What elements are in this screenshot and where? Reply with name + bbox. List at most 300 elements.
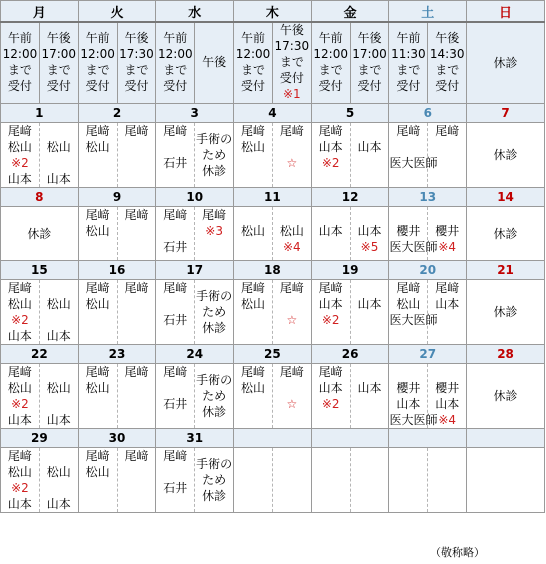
closed-cell: 休診 xyxy=(467,123,545,188)
hours-am xyxy=(311,22,350,104)
schedule-text: 尾﨑 xyxy=(85,208,110,222)
schedule-text: 尾﨑 xyxy=(240,124,265,138)
doctor-cell-pm xyxy=(195,448,234,513)
doctor-cell-am xyxy=(156,123,195,188)
schedule-text: 受付 xyxy=(357,79,382,93)
schedule-text: 松山 xyxy=(85,297,110,311)
schedule-text xyxy=(351,123,389,139)
schedule-text: ※2 xyxy=(11,313,29,327)
schedule-text: 山本 xyxy=(318,140,343,154)
weekday-header-5: 金 xyxy=(311,1,389,23)
doctor-cell-am xyxy=(311,207,350,261)
schedule-text: 午前 xyxy=(7,31,32,45)
schedule-text: 松山 xyxy=(240,297,265,311)
schedule-text: 尾﨑 xyxy=(163,208,188,222)
schedule-text xyxy=(428,364,466,380)
doctor-cell-am xyxy=(234,123,273,188)
schedule-text xyxy=(156,139,194,155)
date-cell: 21 xyxy=(467,261,545,280)
schedule-text: ため xyxy=(202,473,227,487)
schedule-text: 松山 xyxy=(240,140,265,154)
doctor-row xyxy=(1,364,545,429)
date-cell: 4 xyxy=(234,104,312,123)
schedule-text: 休診 xyxy=(202,405,227,419)
schedule-text: 尾﨑 xyxy=(124,124,149,138)
schedule-text: 尾﨑 xyxy=(279,124,304,138)
schedule-text: 午前 xyxy=(318,31,343,45)
schedule-text: 松山 xyxy=(85,381,110,395)
schedule-text: 山本 xyxy=(46,172,71,186)
doctor-cell-am xyxy=(78,280,117,345)
schedule-text: まで xyxy=(357,63,382,77)
date-cell: 17 xyxy=(156,261,234,280)
schedule-text: ため xyxy=(202,389,227,403)
date-cell: 25 xyxy=(234,345,312,364)
schedule-text: 12:00 xyxy=(158,47,193,61)
schedule-text: 山本 xyxy=(7,172,32,186)
schedule-text: 14:30 xyxy=(429,47,465,61)
hours-am xyxy=(234,22,273,104)
doctor-cell-am xyxy=(1,280,40,345)
schedule-text xyxy=(351,364,389,380)
date-cell: 10 xyxy=(156,188,234,207)
schedule-text: 17:30 xyxy=(119,47,154,61)
hours-am xyxy=(78,22,117,104)
schedule-text: 午前 xyxy=(85,31,110,45)
schedule-text: 尾﨑 xyxy=(240,281,265,295)
schedule-text: 尾﨑 xyxy=(7,449,32,463)
schedule-text: 石井 xyxy=(163,156,188,170)
schedule-text: 午後 xyxy=(202,55,227,69)
schedule-text: ※2 xyxy=(11,156,29,170)
date-cell xyxy=(311,429,389,448)
date-row xyxy=(1,188,545,207)
schedule-text: ※4 xyxy=(438,240,457,254)
schedule-text: 休診 xyxy=(202,321,227,335)
doctor-cell-pm xyxy=(39,448,78,513)
schedule-text: 12:00 xyxy=(235,47,271,61)
doctor-cell-am xyxy=(311,448,350,513)
doctor-cell-am xyxy=(234,280,273,345)
schedule-text: 松山 xyxy=(46,381,71,395)
schedule-text: ため xyxy=(202,305,227,319)
schedule-text: 17:00 xyxy=(41,47,77,61)
doctor-cell-pm xyxy=(117,207,156,261)
schedule-text: 山本 xyxy=(7,413,32,427)
schedule-text: 石井 xyxy=(163,313,188,327)
schedule-text: 松山 xyxy=(7,381,32,395)
schedule-text: 手術の xyxy=(196,132,233,146)
schedule-text: ☆ xyxy=(286,156,298,170)
schedule-text: 松山 xyxy=(46,297,71,311)
schedule-body xyxy=(1,22,545,513)
hours-pm xyxy=(39,22,78,104)
doctor-cell-am xyxy=(156,364,195,429)
schedule-text: まで xyxy=(46,63,71,77)
doctor-cell-pm xyxy=(272,123,311,188)
weekday-header-row xyxy=(1,1,545,23)
schedule-text: 尾﨑 xyxy=(396,124,421,138)
doctor-cell-pm xyxy=(195,207,234,261)
schedule-text: 尾﨑 xyxy=(124,449,149,463)
schedule-text: ※5 xyxy=(360,240,379,254)
schedule-text: 山本 xyxy=(357,381,382,395)
schedule-text: 午後 xyxy=(124,31,149,45)
schedule-text: 尾﨑 xyxy=(163,449,188,463)
weekday-header-1: 月 xyxy=(1,1,79,23)
schedule-text: ※2 xyxy=(321,313,340,327)
hours-am xyxy=(389,22,428,104)
schedule-text: 山本 xyxy=(357,224,382,238)
schedule-text: 尾﨑 xyxy=(163,124,188,138)
schedule-text xyxy=(273,296,311,312)
schedule-text: 山本 xyxy=(46,497,71,511)
date-cell xyxy=(389,429,467,448)
schedule-text: 松山 xyxy=(46,140,71,154)
schedule-text: 午前 xyxy=(163,31,188,45)
schedule-text: 午前 xyxy=(240,31,265,45)
schedule-text: 12:00 xyxy=(2,47,38,61)
schedule-text: 山本 xyxy=(435,397,460,411)
date-cell: 14 xyxy=(467,188,545,207)
doctor-cell-pm xyxy=(272,448,311,513)
closed-cell xyxy=(467,448,545,513)
schedule-text: ☆ xyxy=(286,397,298,411)
schedule-text: ため xyxy=(202,148,227,162)
hours-pm xyxy=(350,22,389,104)
schedule-text: まで xyxy=(240,63,265,77)
schedule-text: 松山 xyxy=(396,297,421,311)
schedule-text: 午後 xyxy=(357,31,382,45)
schedule-text: 受付 xyxy=(85,79,110,93)
date-cell: 13 xyxy=(389,188,467,207)
doctor-cell-am xyxy=(78,123,117,188)
schedule-text: ※2 xyxy=(321,397,340,411)
schedule-text: 尾﨑 xyxy=(396,281,421,295)
schedule-text: まで xyxy=(163,63,188,77)
doctor-cell-pm xyxy=(350,448,389,513)
doctor-cell-pm xyxy=(428,280,467,345)
hours-am xyxy=(156,22,195,104)
doctor-row xyxy=(1,207,545,261)
date-cell: 20 xyxy=(389,261,467,280)
schedule-text: ※2 xyxy=(11,397,29,411)
date-cell: 19 xyxy=(311,261,389,280)
schedule-text: 尾﨑 xyxy=(240,365,265,379)
doctor-cell-am xyxy=(311,280,350,345)
doctor-cell-pm xyxy=(428,448,467,513)
schedule-text: 山本 xyxy=(7,497,32,511)
date-row xyxy=(1,345,545,364)
schedule-text: 松山 xyxy=(7,465,32,479)
schedule-text: まで xyxy=(7,63,32,77)
schedule-text xyxy=(273,207,311,223)
schedule-text: 17:00 xyxy=(352,47,387,61)
schedule-text: 櫻井 xyxy=(435,381,460,395)
schedule-text: 松山 xyxy=(7,297,32,311)
schedule-text: 松山 xyxy=(240,224,265,238)
schedule-text xyxy=(389,207,427,223)
doctor-cell-am xyxy=(389,123,438,188)
schedule-text: 櫻井 xyxy=(396,381,421,395)
date-cell: 28 xyxy=(467,345,545,364)
schedule-text xyxy=(351,207,389,223)
schedule-text: 尾﨑 xyxy=(435,124,460,138)
date-row xyxy=(1,261,545,280)
schedule-text: 尾﨑 xyxy=(85,449,110,463)
schedule-text: 尾﨑 xyxy=(85,281,110,295)
schedule-text: 医大医師 xyxy=(389,313,438,327)
doctor-cell-pm xyxy=(39,364,78,429)
schedule-text: 17:30 xyxy=(274,39,310,53)
schedule-text: ※3 xyxy=(205,224,223,238)
reception-hours-row xyxy=(1,22,545,104)
date-cell: 24 xyxy=(156,345,234,364)
schedule-text xyxy=(40,448,78,464)
schedule-text: まで xyxy=(435,63,460,77)
doctor-cell-pm xyxy=(350,364,389,429)
date-cell: 6 xyxy=(389,104,467,123)
schedule-text: 櫻井 xyxy=(396,224,421,238)
schedule-text: ※4 xyxy=(282,240,301,254)
schedule-text: まで xyxy=(85,63,110,77)
doctor-cell-pm xyxy=(117,280,156,345)
hours-pm xyxy=(428,22,467,104)
schedule-text: 松山 xyxy=(85,465,110,479)
schedule-text: 山本 xyxy=(357,297,382,311)
doctor-cell-am xyxy=(389,364,438,429)
date-cell: 5 xyxy=(311,104,389,123)
schedule-text: 尾﨑 xyxy=(279,281,304,295)
date-cell: 1 xyxy=(1,104,79,123)
schedule-text xyxy=(389,364,427,380)
doctor-cell-pm xyxy=(195,123,234,188)
schedule-text: 山本 xyxy=(46,329,71,343)
doctor-cell-pm xyxy=(428,123,467,188)
doctor-cell-pm xyxy=(39,123,78,188)
schedule-text xyxy=(156,223,194,239)
schedule-text: 尾﨑 xyxy=(7,281,32,295)
doctor-cell-pm xyxy=(117,364,156,429)
doctor-cell-am xyxy=(1,123,40,188)
weekday-header-6: 土 xyxy=(389,1,467,23)
schedule-text: 受付 xyxy=(435,79,460,93)
schedule-text: 休診 xyxy=(202,164,227,178)
schedule-text: 尾﨑 xyxy=(7,124,32,138)
schedule-text xyxy=(312,207,350,223)
schedule-text: 受付 xyxy=(240,79,265,93)
schedule-text: 手術の xyxy=(196,457,233,471)
date-cell: 11 xyxy=(234,188,312,207)
doctor-row xyxy=(1,123,545,188)
doctor-cell-pm xyxy=(350,280,389,345)
schedule-text: 松山 xyxy=(240,381,265,395)
schedule-text: 石井 xyxy=(163,397,188,411)
closed-cell: 休診 xyxy=(467,280,545,345)
schedule-text: 受付 xyxy=(279,71,304,85)
schedule-text: 午後 xyxy=(279,23,304,37)
date-cell xyxy=(234,429,312,448)
hours-pm xyxy=(195,22,234,104)
doctor-cell-am xyxy=(234,364,273,429)
schedule-text xyxy=(156,380,194,396)
doctor-cell-pm xyxy=(117,448,156,513)
schedule-text: 櫻井 xyxy=(435,224,460,238)
schedule-text: 尾﨑 xyxy=(163,365,188,379)
date-cell xyxy=(467,429,545,448)
schedule-text: 休診 xyxy=(202,489,227,503)
weekday-header-4: 木 xyxy=(234,1,312,23)
schedule-text: まで xyxy=(396,63,421,77)
hours-closed: 休診 xyxy=(467,22,545,104)
schedule-text: 尾﨑 xyxy=(85,124,110,138)
schedule-text: 12:00 xyxy=(80,47,115,61)
schedule-text: 尾﨑 xyxy=(318,124,343,138)
schedule-text: 受付 xyxy=(7,79,32,93)
date-cell: 26 xyxy=(311,345,389,364)
date-row xyxy=(1,104,545,123)
schedule-text: 松山 xyxy=(85,224,110,238)
date-cell: 8 xyxy=(1,188,79,207)
date-cell: 16 xyxy=(78,261,156,280)
schedule-text xyxy=(40,480,78,496)
schedule-text: 午後 xyxy=(435,31,460,45)
schedule-text: 尾﨑 xyxy=(163,281,188,295)
schedule-text: 11:30 xyxy=(391,47,426,61)
schedule-text xyxy=(40,155,78,171)
schedule-text: 山本 xyxy=(318,381,343,395)
doctor-cell-am xyxy=(234,207,273,261)
schedule-text: 尾﨑 xyxy=(318,365,343,379)
schedule-text: 受付 xyxy=(124,79,149,93)
schedule-text: 山本 xyxy=(318,224,343,238)
schedule-text xyxy=(389,139,427,155)
schedule-text: 医大医師 xyxy=(389,240,438,254)
schedule-text xyxy=(234,207,272,223)
date-cell: 2 xyxy=(78,104,156,123)
doctor-cell-pm xyxy=(272,280,311,345)
schedule-text xyxy=(428,207,466,223)
doctor-cell-pm xyxy=(272,207,311,261)
schedule-text: 午後 xyxy=(46,31,71,45)
date-cell: 12 xyxy=(311,188,389,207)
schedule-text: 手術の xyxy=(196,373,233,387)
schedule-text: 受付 xyxy=(396,79,421,93)
schedule-text: 受付 xyxy=(163,79,188,93)
doctor-cell-pm xyxy=(195,280,234,345)
schedule-text: 尾﨑 xyxy=(435,281,460,295)
schedule-text: 尾﨑 xyxy=(124,281,149,295)
schedule-text: まで xyxy=(318,63,343,77)
doctor-cell-am xyxy=(156,280,195,345)
doctor-cell-am xyxy=(311,123,350,188)
schedule-text: 山本 xyxy=(318,297,343,311)
weekday-header-3: 水 xyxy=(156,1,234,23)
doctor-row xyxy=(1,280,545,345)
schedule-text: 尾﨑 xyxy=(85,365,110,379)
schedule-text xyxy=(156,464,194,480)
doctor-row xyxy=(1,448,545,513)
schedule-text: 山本 xyxy=(396,397,421,411)
doctor-cell-pm xyxy=(272,364,311,429)
doctor-cell-am xyxy=(389,280,438,345)
honorifics-note: （敬称略） xyxy=(430,546,485,559)
schedule-text xyxy=(351,280,389,296)
schedule-text: 医大医師 xyxy=(389,413,438,427)
date-cell: 30 xyxy=(78,429,156,448)
doctor-cell-am xyxy=(78,448,117,513)
schedule-text xyxy=(40,280,78,296)
schedule-text xyxy=(273,380,311,396)
hours-pm xyxy=(117,22,156,104)
doctor-cell-pm xyxy=(350,123,389,188)
doctor-cell-pm xyxy=(117,123,156,188)
date-row xyxy=(1,429,545,448)
schedule-text: 尾﨑 xyxy=(7,365,32,379)
weekday-header-7: 日 xyxy=(467,1,545,23)
date-cell: 22 xyxy=(1,345,79,364)
schedule-text: 山本 xyxy=(46,413,71,427)
closed-cell: 休診 xyxy=(467,364,545,429)
doctor-cell-am xyxy=(78,207,117,261)
schedule-text: 受付 xyxy=(318,79,343,93)
schedule-text xyxy=(156,296,194,312)
doctor-cell-am xyxy=(311,364,350,429)
date-cell: 9 xyxy=(78,188,156,207)
schedule-text: ※4 xyxy=(438,413,457,427)
schedule-text: 石井 xyxy=(163,240,188,254)
date-cell: 27 xyxy=(389,345,467,364)
schedule-text: 尾﨑 xyxy=(279,365,304,379)
date-cell: 31 xyxy=(156,429,234,448)
schedule-text: 山本 xyxy=(435,297,460,311)
hours-pm xyxy=(272,22,311,104)
schedule-text: 尾﨑 xyxy=(318,281,343,295)
doctor-cell-am xyxy=(234,448,273,513)
schedule-text: 松山 xyxy=(7,140,32,154)
date-cell: 18 xyxy=(234,261,312,280)
schedule-text: 医大医師 xyxy=(389,156,438,170)
schedule-text xyxy=(40,312,78,328)
hours-am xyxy=(1,22,40,104)
doctor-cell-am xyxy=(78,364,117,429)
schedule-text: まで xyxy=(279,55,304,69)
schedule-text: 尾﨑 xyxy=(202,208,227,222)
doctor-cell-am xyxy=(1,448,40,513)
schedule-text: 山本 xyxy=(357,140,382,154)
schedule-text: まで xyxy=(124,63,149,77)
closed-cell: 休診 xyxy=(1,207,79,261)
schedule-text: ※2 xyxy=(11,481,29,495)
doctor-cell-pm xyxy=(350,207,389,261)
doctor-cell-am xyxy=(156,448,195,513)
schedule-text: 石井 xyxy=(163,481,188,495)
schedule-text: 松山 xyxy=(279,224,304,238)
schedule-text: 午前 xyxy=(396,31,421,45)
schedule-text: 山本 xyxy=(7,329,32,343)
closed-cell: 休診 xyxy=(467,207,545,261)
schedule-text xyxy=(40,364,78,380)
schedule-text: 受付 xyxy=(46,79,71,93)
schedule-text xyxy=(40,396,78,412)
schedule-text: 尾﨑 xyxy=(124,365,149,379)
date-cell: 23 xyxy=(78,345,156,364)
date-cell: 3 xyxy=(156,104,234,123)
schedule-text: 尾﨑 xyxy=(124,208,149,222)
date-cell: 7 xyxy=(467,104,545,123)
doctor-cell-am xyxy=(389,448,428,513)
date-cell: 29 xyxy=(1,429,79,448)
